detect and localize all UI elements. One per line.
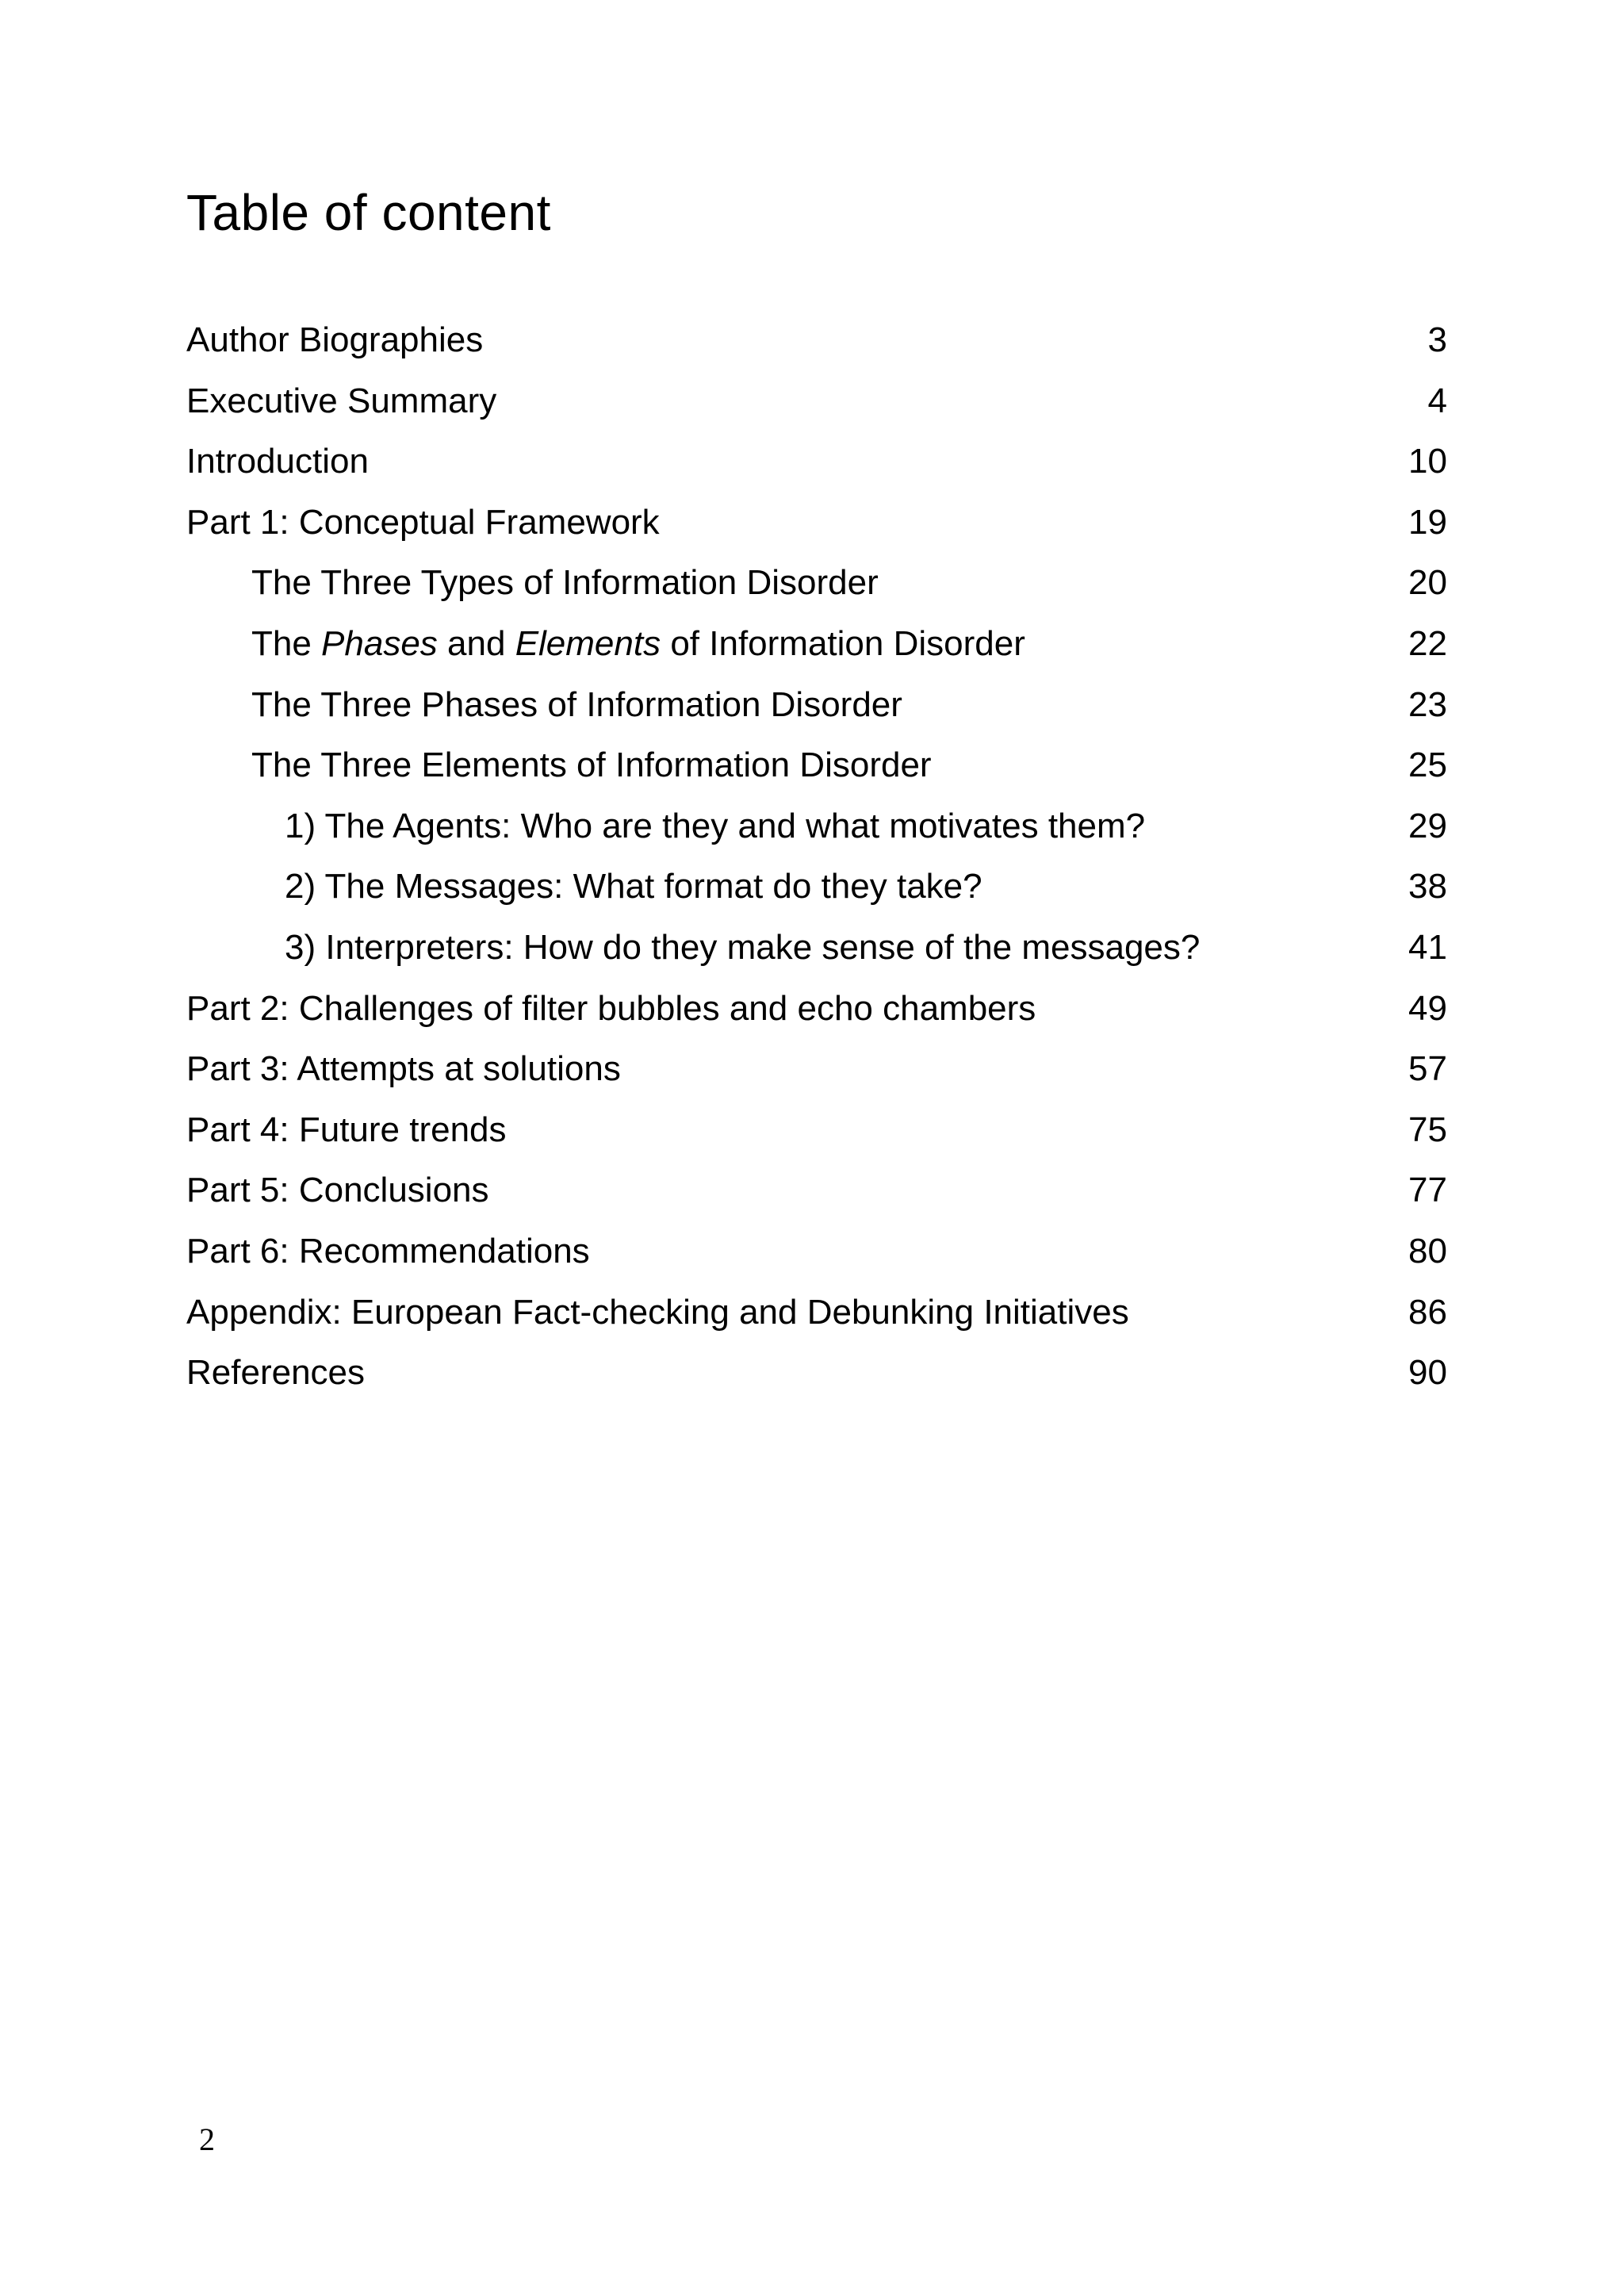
- toc-entry-page-number: 10: [1408, 442, 1447, 481]
- toc-entry-label: 3) Interpreters: How do they make sense of the messages?: [285, 927, 1201, 967]
- toc-entry[interactable]: [186, 803, 1447, 864]
- toc-entry[interactable]: [186, 863, 1447, 924]
- toc-entry-label: Executive Summary: [186, 381, 497, 420]
- toc-entry-label: Part 4: Future trends: [186, 1110, 507, 1149]
- toc-entry-label: Part 2: Challenges of filter bubbles and echo chambers: [186, 988, 1036, 1028]
- toc-label-emphasis: Phases: [321, 623, 438, 663]
- toc-entry-page-number: 22: [1408, 623, 1447, 663]
- toc-entry-page-number: 38: [1408, 867, 1447, 907]
- toc-entry-label: References: [186, 1353, 366, 1393]
- toc-entry[interactable]: [186, 1349, 1447, 1410]
- toc-entry-label: [186, 620, 1025, 668]
- toc-entry-label: 2) The Messages: What format do they take?: [285, 867, 982, 907]
- toc-entry-page-number: 23: [1408, 684, 1447, 724]
- toc-entry-page-number: 77: [1408, 1171, 1447, 1210]
- toc-entry[interactable]: [186, 378, 1447, 439]
- toc-entry[interactable]: [186, 499, 1447, 560]
- toc-entry-page-number: 86: [1408, 1292, 1447, 1332]
- toc-entry-page-number: 49: [1408, 988, 1447, 1028]
- toc-entry[interactable]: [186, 924, 1447, 985]
- toc-entry-page-number: 20: [1408, 563, 1447, 603]
- toc-entry-page-number: 75: [1408, 1110, 1447, 1149]
- toc-entry[interactable]: [186, 1106, 1447, 1167]
- toc-entry-page-number: 3: [1427, 320, 1447, 359]
- toc-entry[interactable]: [186, 742, 1447, 803]
- toc-entry-label: Introduction: [186, 442, 369, 481]
- toc-entry-label: Part 1: Conceptual Framework: [186, 502, 660, 542]
- toc-entry-page-number: 19: [1408, 502, 1447, 542]
- toc-entry[interactable]: [186, 559, 1447, 620]
- toc-entry-label: The Three Phases of Information Disorder: [251, 684, 902, 724]
- toc-entry-label: The Three Elements of Information Disorder: [251, 746, 932, 785]
- toc-entry[interactable]: [186, 681, 1447, 742]
- toc-entry[interactable]: [186, 1289, 1447, 1350]
- toc-label-text: of Information Disorder: [661, 623, 1025, 663]
- toc-entry-page-number: 4: [1427, 381, 1447, 420]
- toc-entry-page-number: 25: [1408, 746, 1447, 785]
- page-title: Table of content: [186, 184, 551, 241]
- toc-entry-label: Part 3: Attempts at solutions: [186, 1049, 621, 1089]
- toc-entry[interactable]: [186, 1228, 1447, 1289]
- toc-label-text: The: [251, 623, 322, 663]
- page-number: 2: [199, 2122, 215, 2157]
- toc-entry-label: Author Biographies: [186, 320, 484, 359]
- toc-entry[interactable]: [186, 1167, 1447, 1228]
- toc-entry-label: Part 5: Conclusions: [186, 1171, 489, 1210]
- toc-entry-page-number: 41: [1408, 927, 1447, 967]
- toc-entry-label: 1) The Agents: Who are they and what motivates them?: [285, 806, 1146, 845]
- toc-entry-label: The Three Types of Information Disorder: [251, 563, 879, 603]
- toc-entry-page-number: 29: [1408, 806, 1447, 845]
- toc-entry[interactable]: [186, 438, 1447, 499]
- toc-entry-page-number: 90: [1408, 1353, 1447, 1393]
- toc-entry[interactable]: [186, 985, 1447, 1046]
- toc-entry-label: Part 6: Recommendations: [186, 1231, 590, 1271]
- toc-entry[interactable]: [186, 620, 1447, 681]
- toc-entry-page-number: 57: [1408, 1049, 1447, 1089]
- toc-entry[interactable]: [186, 1045, 1447, 1106]
- table-of-contents: [186, 316, 1447, 1410]
- toc-entry-label: Appendix: European Fact-checking and Debunking Initiatives: [186, 1292, 1129, 1332]
- toc-label-text: and: [437, 623, 515, 663]
- toc-entry[interactable]: [186, 316, 1447, 378]
- toc-label-emphasis: Elements: [515, 623, 661, 663]
- toc-entry-page-number: 80: [1408, 1231, 1447, 1271]
